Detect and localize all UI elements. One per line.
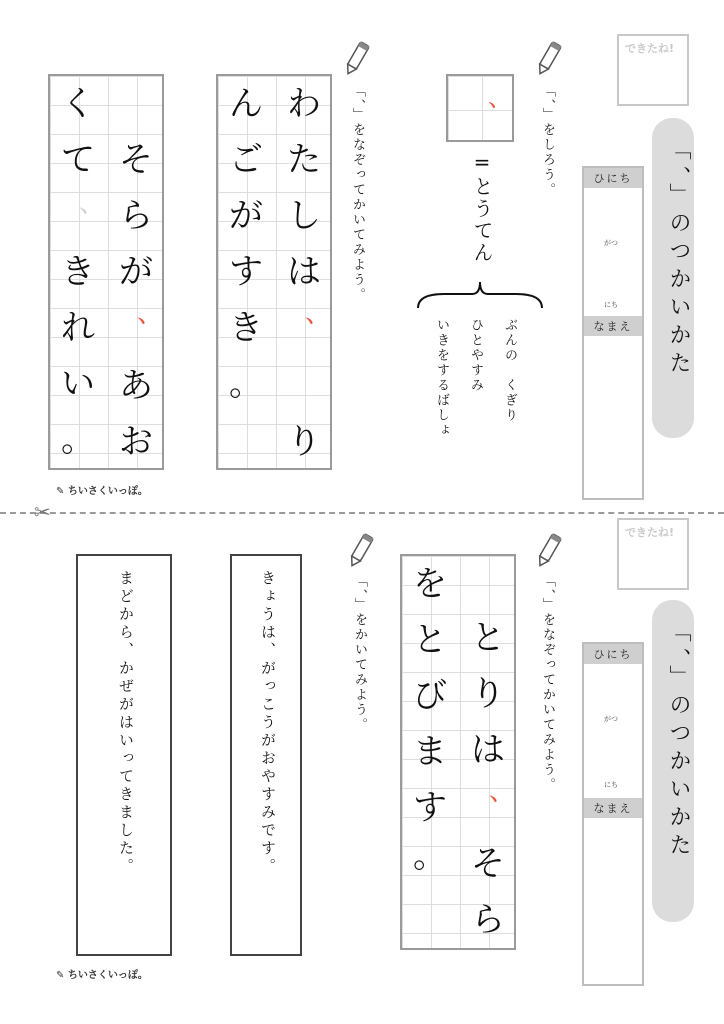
- touten-desc-1: ぶんの くぎり: [502, 318, 517, 423]
- grid-char: 。: [413, 836, 447, 876]
- grid-char: り: [471, 674, 505, 714]
- done-stamp-box: [617, 518, 689, 590]
- touten-desc-2: ひとやすみ: [468, 318, 483, 393]
- grid-char-touten: 、: [136, 299, 163, 329]
- grid-char: て: [61, 140, 95, 180]
- logo-text: ちいさくいっぽ。: [67, 486, 148, 497]
- trace-grid-2: [48, 74, 164, 470]
- sentence-box-2: [76, 554, 172, 956]
- grid-char: あ: [119, 366, 153, 406]
- instruction-trace: 「、」をなぞってかいてみよう。: [350, 84, 365, 303]
- grid-char: ら: [471, 900, 505, 940]
- grid-char: は: [471, 730, 505, 770]
- grid-char: き: [229, 308, 263, 348]
- grid-char: わ: [287, 84, 321, 124]
- touten-label: =とうてん: [470, 150, 494, 264]
- date-label: ひにち: [584, 644, 642, 664]
- grid-char: そ: [119, 140, 153, 180]
- grid-char: が: [119, 252, 153, 292]
- grid-char: ご: [229, 140, 263, 180]
- name-label: なまえ: [584, 798, 642, 818]
- grid-char: た: [287, 140, 321, 180]
- instruction-learn: 「、」をしろう。: [540, 84, 555, 198]
- grid-char: し: [287, 196, 321, 236]
- month-label: がつ: [604, 715, 618, 723]
- trace-grid-3: [400, 554, 516, 950]
- date-label: ひにち: [584, 168, 642, 188]
- day-label: にち: [604, 301, 618, 309]
- grid-char: と: [471, 618, 505, 658]
- scissors-icon: ✂: [34, 500, 51, 524]
- page-title: 「、」のつかいかた: [666, 620, 691, 861]
- title-pill: [652, 600, 694, 922]
- grid-char: り: [287, 422, 321, 462]
- grid-char: ん: [229, 84, 263, 124]
- grid-char: そ: [471, 844, 505, 884]
- grid-char-touten: 、: [304, 299, 331, 329]
- trace-grid-1: [216, 74, 332, 470]
- touten-desc-3: いきをするばしょ: [434, 318, 449, 438]
- grid-char: が: [229, 196, 263, 236]
- title-pill: [652, 118, 694, 438]
- grid-char: す: [413, 788, 447, 828]
- pencil-icon: [348, 530, 374, 570]
- grid-char: れ: [61, 308, 95, 348]
- grid-char: 。: [61, 420, 95, 460]
- sentence-text: きょうは、がっこうがおやすみです。: [259, 570, 277, 876]
- brace-icon: [414, 280, 546, 310]
- month-label: がつ: [604, 239, 618, 247]
- info-box: [582, 642, 644, 986]
- grid-char: 。: [229, 364, 263, 404]
- pencil-icon: [344, 38, 370, 78]
- cut-line: [0, 512, 724, 514]
- done-stamp-label: できたね!: [625, 42, 675, 55]
- grid-char: す: [229, 252, 263, 292]
- logo-text: ちいさくいっぽ。: [67, 970, 148, 981]
- grid-char-ghost-touten: 、: [78, 189, 105, 219]
- grid-char: ま: [413, 732, 447, 772]
- pencil-icon: [536, 38, 562, 78]
- touten-demo-box: [446, 74, 514, 142]
- done-stamp-label: できたね!: [625, 526, 675, 539]
- name-label: なまえ: [584, 316, 642, 336]
- grid-char: び: [413, 676, 447, 716]
- done-stamp-box: [617, 34, 689, 106]
- grid-char: く: [61, 84, 95, 124]
- logo: ✎ ちいさくいっぽ。: [56, 970, 148, 981]
- grid-char: と: [413, 620, 447, 660]
- instruction-write: 「、」をかいてみよう。: [352, 574, 367, 733]
- grid-char: を: [413, 564, 447, 604]
- info-box: [582, 166, 644, 500]
- instruction-trace: 「、」をなぞってかいてみよう。: [540, 574, 555, 793]
- grid-char: は: [287, 252, 321, 292]
- touten-mark: 、: [488, 84, 512, 112]
- sentence-box-1: [230, 554, 302, 956]
- grid-char: ら: [119, 196, 153, 236]
- day-label: にち: [604, 781, 618, 789]
- page-title: 「、」のつかいかた: [666, 138, 691, 379]
- pencil-icon: [536, 530, 562, 570]
- grid-char: お: [119, 422, 153, 462]
- logo: ✎ ちいさくいっぽ。: [56, 486, 148, 497]
- grid-char: い: [61, 364, 95, 404]
- sentence-text: まどから、かぜがはいってきました。: [117, 570, 135, 876]
- grid-char: き: [61, 252, 95, 292]
- grid-char-touten: 、: [488, 777, 515, 807]
